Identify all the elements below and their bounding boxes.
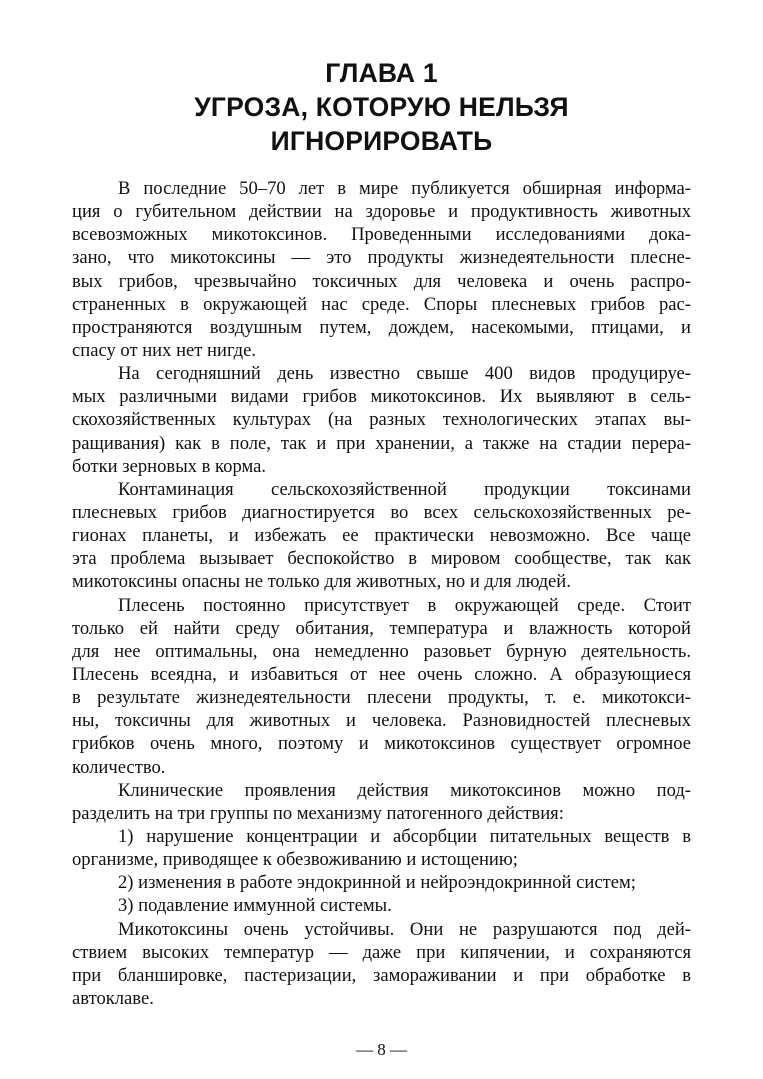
text-line: ствием высоких температур — даже при кипячении, и сохраняются (72, 941, 691, 963)
paragraph-4 (72, 594, 691, 779)
text-line: организме, приводящее к обезвоживанию и истощению; (72, 849, 518, 871)
text-line: зано, что микотоксины — это продукты жизнедеятельности плесне- (72, 247, 691, 269)
text-line: В последние 50–70 лет в мире публикуется обширная информа- (118, 178, 691, 199)
chapter-heading (72, 56, 691, 158)
chapter-title-line-1: УГРОЗА, КОТОРУЮ НЕЛЬЗЯ (194, 92, 569, 122)
text-line: для нее оптимальны, она немедленно разовьет бурную деятельность. (72, 640, 691, 662)
text-line: 3) подавление иммунной системы. (118, 895, 392, 917)
text-line: разделить на три группы по механизму патогенного действия: (72, 802, 564, 824)
text-line: ращивания) как в поле, так и при хранении, а также на стадии перера- (72, 432, 691, 454)
paragraph-2 (72, 362, 691, 478)
text-line: пространяются воздушным путем, дождем, насекомыми, птицами, и (72, 316, 691, 338)
book-page (72, 0, 691, 1079)
paragraph-5 (72, 779, 691, 825)
text-line: только ей найти среду обитания, температура и влажность которой (72, 617, 691, 639)
text-line: На сегодняшний день известно свыше 400 видов продуцируе- (118, 363, 691, 385)
list-item-2 (72, 871, 691, 894)
text-line: всевозможных микотоксинов. Проведенными исследованиями дока- (72, 224, 691, 246)
text-line: 2) изменения в работе эндокринной и нейроэндокринной систем; (118, 872, 636, 894)
text-line: Клинические проявления действия микотоксинов можно под- (118, 779, 691, 801)
chapter-number: ГЛАВА 1 (325, 58, 438, 88)
text-line: Плесень постоянно присутствует в окружающей среде. Стоит (118, 594, 691, 616)
text-line: Контаминация сельскохозяйственной продукции токсинами (118, 478, 691, 500)
text-line: эта проблема вызывает беспокойство в мировом сообществе, так как (72, 548, 691, 570)
page-number: — 8 — (356, 1040, 407, 1059)
paragraph-6 (72, 918, 691, 1011)
text-line: автоклаве. (72, 987, 154, 1009)
text-line: при бланшировке, пастеризации, замораживании и при обработке в (72, 964, 691, 986)
text-line: гионах планеты, и избежать ее практически невозможно. Все чаще (72, 525, 691, 547)
text-line: плесневых грибов диагностируется во всех сельскохозяйственных ре- (72, 501, 691, 523)
text-line: количество. (72, 756, 166, 778)
paragraph-3 (72, 478, 691, 594)
text-line: ны, токсичны для животных и человека. Разновидностей плесневых (72, 710, 691, 732)
list-item-3 (72, 894, 691, 917)
list-item-1 (72, 825, 691, 871)
text-line: Микотоксины очень устойчивы. Они не разрушаются под дей- (118, 918, 691, 940)
text-line: ботки зерновых в корма. (72, 455, 266, 477)
text-line: скохозяйственных культурах (на разных технологических этапах вы- (72, 409, 691, 431)
body-text (72, 177, 691, 1010)
text-line: мых различными видами грибов микотоксинов. Их выявляют в сель- (72, 386, 691, 408)
text-line: спасу от них нет нигде. (72, 339, 257, 361)
text-line: микотоксины опасны не только для животных, но и для людей. (72, 571, 571, 593)
text-line: грибков очень много, поэтому и микотоксинов существует огромное (72, 733, 691, 755)
text-line: Плесень всеядна, и избавиться от нее очень сложно. А образующиеся (72, 663, 691, 685)
text-line: в результате жизнедеятельности плесени продукты, т. е. микотокси- (72, 687, 691, 709)
chapter-title-line-2: ИГНОРИРОВАТЬ (270, 126, 493, 156)
text-line: страненных в окружающей нас среде. Споры плесневых грибов рас- (72, 293, 691, 315)
paragraph-1 (72, 177, 691, 362)
text-line: 1) нарушение концентрации и абсорбции питательных веществ в (118, 825, 691, 847)
text-line: вых грибов, чрезвычайно токсичных для человека и очень распро- (72, 270, 691, 292)
text-line: ция о губительном действии на здоровье и продуктивность животных (72, 201, 691, 223)
